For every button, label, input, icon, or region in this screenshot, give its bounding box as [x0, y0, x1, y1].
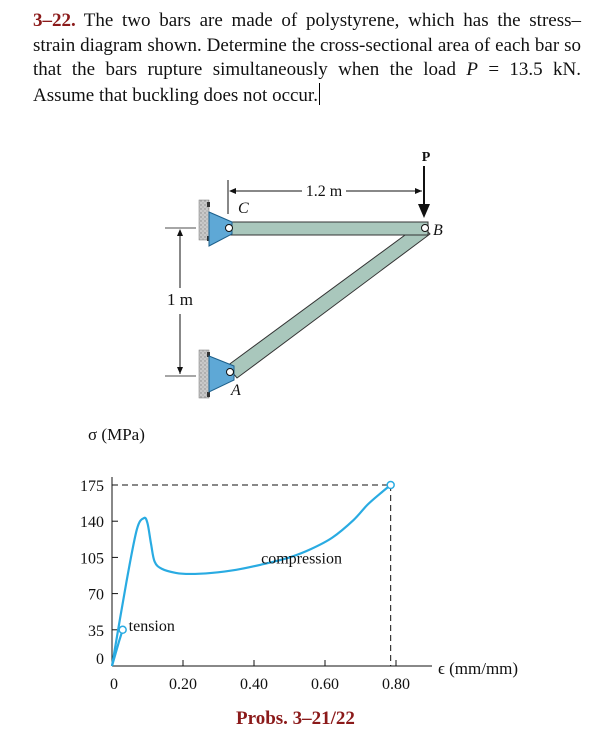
y-tick-label: 175: [80, 478, 104, 495]
bar-cb: [228, 222, 428, 235]
x-tick-label: 0.80: [382, 676, 410, 693]
x-tick-label: 0.60: [311, 676, 339, 693]
support-c-label: C: [238, 200, 249, 217]
problem-line-4-post: = 13.5 kN. Assume that buckling does not: [33, 59, 582, 106]
compression-curve: [112, 485, 391, 666]
series-layer: [112, 482, 394, 667]
support-a-label: A: [231, 382, 241, 399]
y-tick-label: 140: [80, 514, 104, 532]
rupture-guides: [112, 485, 391, 666]
stress-strain-chart: [80, 425, 518, 693]
pin-c: [226, 225, 233, 232]
tension-rupture-point: [119, 626, 126, 633]
x-tick-label: 0.40: [240, 676, 268, 693]
x-tick-label: 0.20: [169, 676, 197, 693]
span-label: 1.2 m: [305, 183, 343, 200]
joint-b-label: B: [433, 222, 443, 239]
problem-line-5: occur.: [272, 84, 318, 106]
axis-ticks: [80, 478, 410, 693]
x-tick-label: 0: [110, 676, 118, 693]
problem-line-3: area of each bar so that the bars rupture simultaneously: [33, 34, 581, 80]
load-label: P: [421, 150, 431, 165]
pin-a: [227, 369, 234, 376]
truss-figure: [165, 150, 443, 399]
load-arrow-head: [418, 204, 430, 218]
problem-number: 3–22.: [33, 10, 76, 31]
x-axis-label: ϵ (mm/mm): [438, 659, 519, 678]
y-tick-label: 105: [80, 550, 104, 568]
y-tick-label: 35: [88, 622, 104, 640]
problem-line-1: The two bars are made of polystyrene, which has the: [83, 10, 521, 31]
pin-b: [422, 225, 429, 232]
height-label: 1 m: [167, 290, 193, 309]
compression-annotation: compression: [261, 550, 342, 568]
y-tick-label: 70: [88, 586, 104, 604]
y-axis-label: σ (MPa): [88, 425, 145, 444]
figure-caption: Probs. 3–21/22: [236, 708, 355, 729]
load-variable: P: [466, 59, 478, 80]
bar-ab: [227, 224, 430, 378]
bolt-c-top: [207, 202, 210, 207]
wall-support-a: [199, 350, 209, 398]
problem-line-2: stress–strain diagram shown. Determine the cross-sectional: [33, 10, 581, 56]
compression-rupture-point: [387, 482, 394, 489]
problem-line-4-pre: when the load: [338, 59, 467, 80]
tension-annotation: tension: [128, 617, 175, 635]
y-tick-label: 0: [96, 651, 104, 668]
